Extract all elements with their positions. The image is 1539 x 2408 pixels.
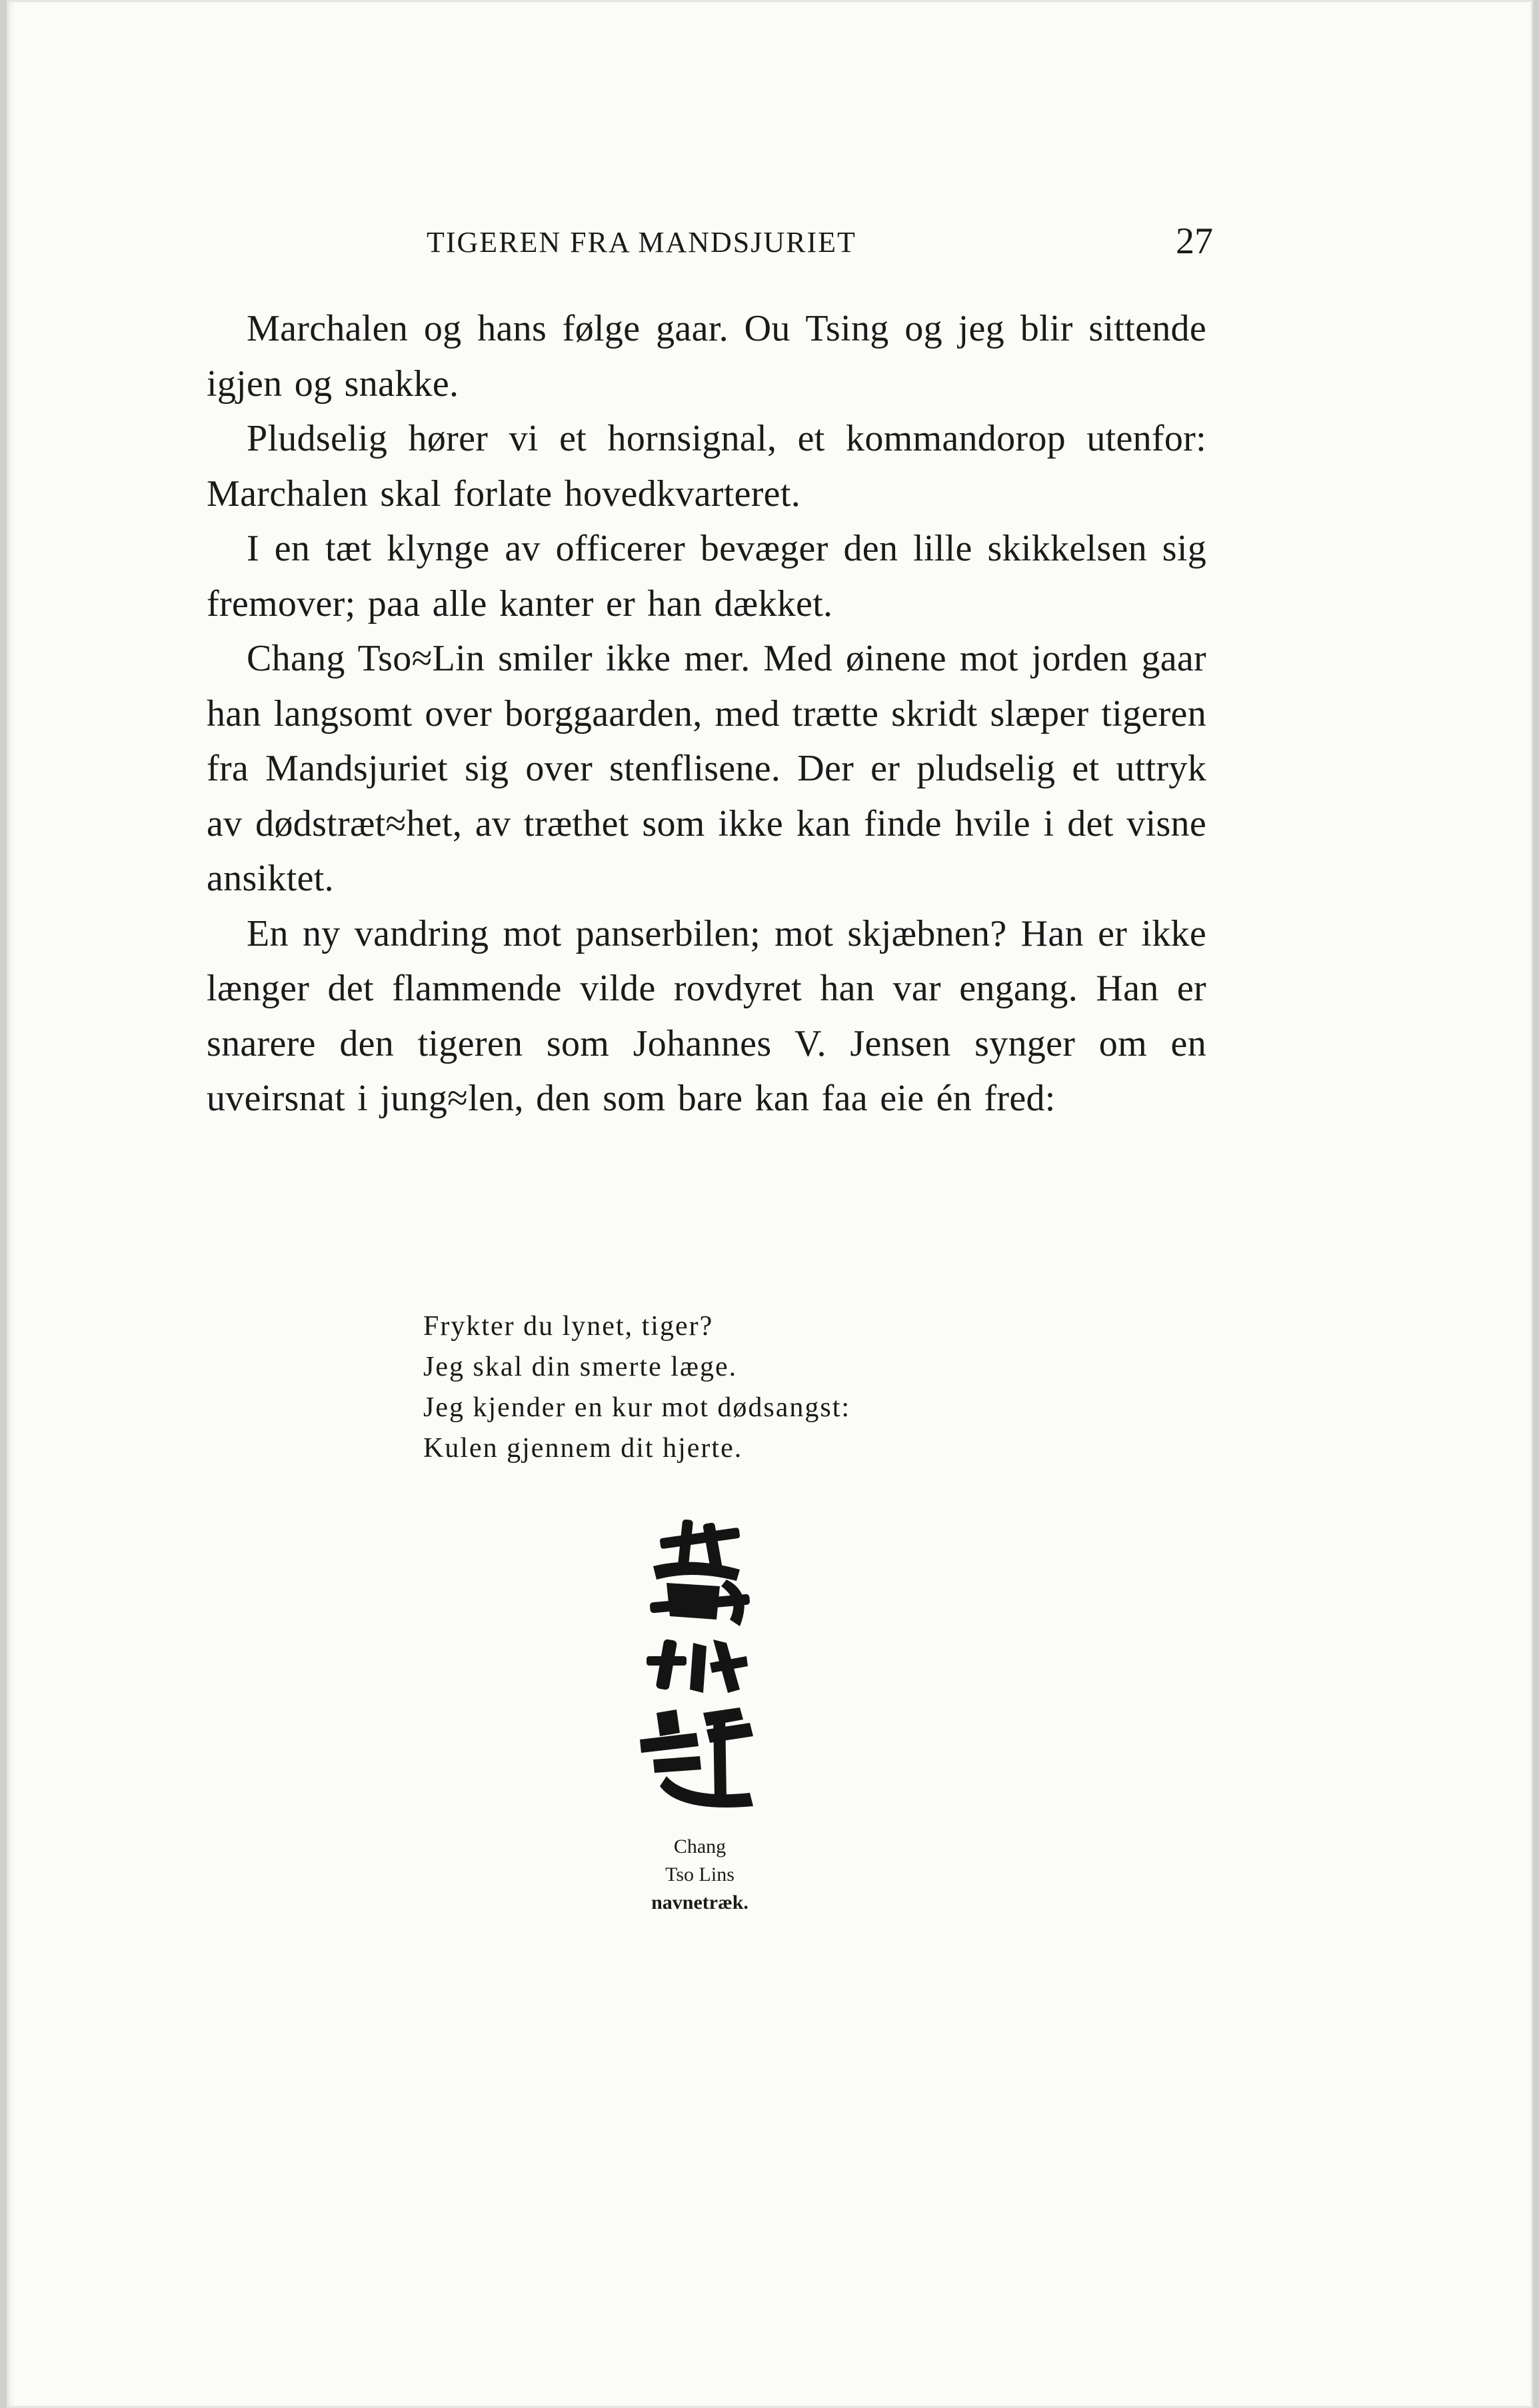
verse-line: Jeg skal din smerte læge. xyxy=(423,1352,738,1382)
caption-line: navnetræk. xyxy=(651,1891,749,1913)
verse-line: Kulen gjennem dit hjerte. xyxy=(423,1433,743,1464)
paragraph: Chang Tso≈Lin smiler ikke mer. Med øinene mot jorden gaar han langsomt over borggaarden, med trætte skridt slæper tigeren fra Mandsjuriet sig over stenflisene. Der er pludselig et uttryk av dødstræt≈het, av træthet som ikke kan finde hvile i det visne ansiktet. xyxy=(207,638,1206,899)
signature-caption xyxy=(633,1833,767,1917)
caption-line: Tso Lins xyxy=(665,1863,735,1885)
verse-line: Frykter du lynet, tiger? xyxy=(423,1311,714,1342)
paragraph: Pludselig hører vi et hornsignal, et kommandorop utenfor: Marchalen skal forlate hovedkvarteret. xyxy=(207,418,1206,515)
verse-quote xyxy=(423,1306,850,1469)
page-header xyxy=(207,220,1213,273)
body-text xyxy=(207,301,1206,1126)
paragraph: Marchalen og hans følge gaar. Ou Tsing og jeg blir sittende igjen og snakke. xyxy=(207,308,1206,405)
paragraph: En ny vandring mot panserbilen; mot skjæbnen? Han er ikke længer det flammende vilde rovdyret han var engang. Han er snarere den tigeren som Johannes V. Jensen synger om en uveirsnat i jung≈len, den som bare kan faa eie én fred: xyxy=(207,912,1206,1119)
verse-line: Jeg kjender en kur mot dødsangst: xyxy=(423,1392,851,1423)
caption-line: Chang xyxy=(673,1835,727,1857)
paragraph: I en tæt klynge av officerer bevæger den lille skikkelsen sig fremover; paa alle kanter er han dækket. xyxy=(207,528,1206,624)
chinese-signature-image xyxy=(640,1520,760,1813)
running-title: TIGEREN FRA MANDSJURIET xyxy=(427,226,856,259)
book-page xyxy=(7,0,1533,2408)
page-number: 27 xyxy=(1176,221,1213,262)
